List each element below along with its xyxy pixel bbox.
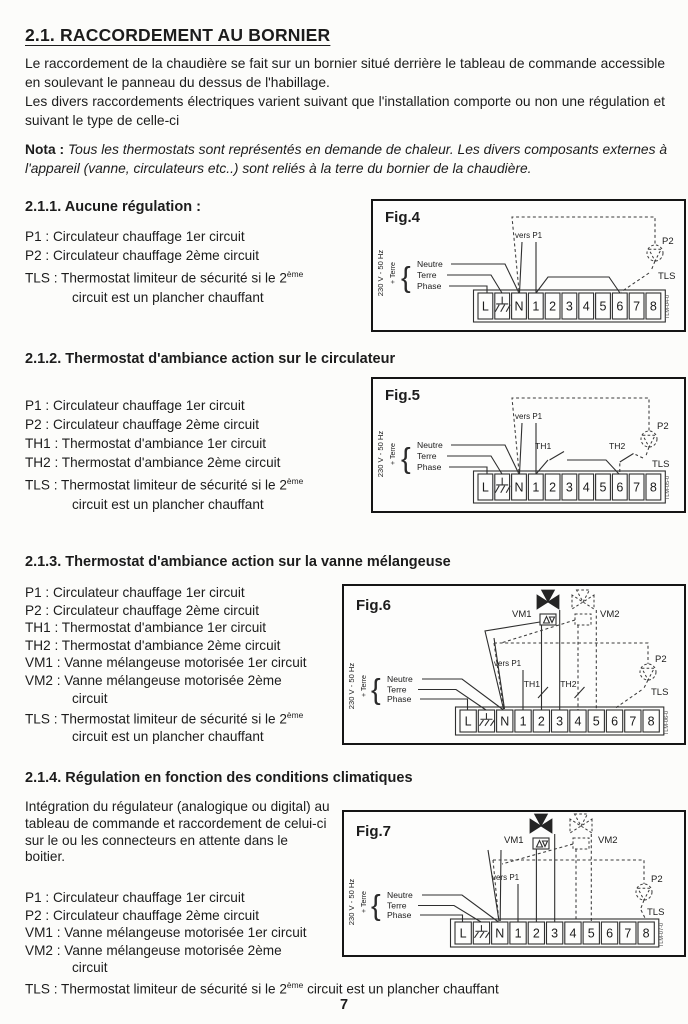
- pump-p2-triangle: [649, 249, 661, 261]
- terminal-label: 7: [633, 480, 641, 495]
- neutre-wire: [451, 445, 519, 474]
- phase-label: Phase: [387, 910, 412, 920]
- terre-label: Terre: [417, 451, 437, 461]
- figure-7-diagram: [344, 812, 684, 955]
- list-item-tls: TLS : Thermostat limiteur de sécurité si le 2ème: [25, 710, 304, 727]
- terminal-label: 3: [565, 480, 573, 495]
- terre-vertical-label: + Terre: [361, 891, 368, 913]
- figure-label: Fig.5: [385, 387, 421, 404]
- earth-ground-icon: [480, 713, 492, 719]
- intro-paragraph-1: Le raccordement de la chaudière se fait sur un bornier situé derrière le tableau de commande accessible en soulevant le panneau du dessus de l'habillage.: [25, 56, 665, 90]
- th1-label: TH1: [535, 441, 552, 451]
- earth-ground-icon: [496, 297, 508, 304]
- earth-ground-icon: [490, 720, 494, 726]
- vm2-actuator-box: [575, 614, 591, 625]
- tls-dashed: [616, 680, 649, 708]
- brace-glyph: {: [401, 262, 411, 294]
- list-item-tls-cont: circuit est un plancher chauffant: [72, 496, 264, 512]
- neutre-label: Neutre: [387, 674, 413, 684]
- earth-ground-icon: [474, 932, 478, 938]
- phase-label: Phase: [387, 694, 412, 704]
- vers-p1-wires: [520, 423, 537, 474]
- earth-ground-icon: [501, 305, 505, 312]
- list-item-p1: P1 : Circulateur chauffage 1er circuit: [25, 890, 245, 905]
- terminal-label: N: [514, 299, 524, 314]
- list-item-p2: P2 : Circulateur chauffage 2ème circuit: [25, 907, 259, 923]
- circuit-1-to-6-wire: [536, 277, 620, 293]
- pump-p2-icon: [640, 664, 656, 680]
- vm1-label: VM1: [504, 835, 524, 846]
- p2-loop-dashed: [512, 398, 649, 472]
- p2-label: P2: [655, 654, 667, 665]
- terminal-label: L: [464, 714, 472, 729]
- brace-glyph: {: [371, 890, 381, 922]
- paragraph-2-1-4: Intégration du régulateur (analogique ou digital) au tableau de commande et raccordement de celui-ci sur le ou les connecteurs en attente dans le boitier.: [25, 799, 330, 865]
- list-2-1-1: [25, 227, 355, 307]
- list-item-p2: P2 : Circulateur chauffage 2ème circuit: [25, 248, 259, 263]
- heading-2-1-2: 2.1.2. Thermostat d'ambiance action sur le circulateur: [25, 351, 396, 367]
- terre-label: Terre: [387, 900, 407, 911]
- earth-ground-icon: [501, 486, 505, 493]
- figure-5-diagram: [373, 379, 684, 511]
- list-item-p1: P1 : Circulateur chauffage 1er circuit: [25, 229, 245, 244]
- phase-wire: [420, 699, 468, 710]
- terminal-strip: [456, 707, 664, 735]
- supply-voltage-label: 230 V - 50 Hz: [376, 430, 385, 478]
- terminal-label: 8: [649, 299, 657, 314]
- list-item-tls-cont: circuit est un plancher chauffant: [72, 729, 264, 745]
- list-2-1-2: [25, 396, 355, 514]
- pump-p2-triangle: [643, 435, 655, 447]
- diagram-code: TLM-05-0: [665, 475, 671, 501]
- figure-4-diagram: [373, 201, 684, 330]
- list-item-th2: TH2 : Thermostat d'ambiance 2ème circuit: [25, 455, 281, 470]
- terminal-label: 3: [565, 299, 573, 314]
- tls-dashed: [641, 900, 646, 920]
- terminal-label: N: [514, 480, 524, 495]
- list-item-vm1: VM1 : Vanne mélangeuse motorisée 1er circuit: [25, 925, 307, 941]
- pump-p2-icon: [641, 431, 657, 447]
- terminal-label: N: [495, 926, 505, 941]
- vers-p1-label: vers P1: [494, 659, 522, 668]
- vm2-valve-icon: [577, 590, 590, 602]
- tls-label: TLS: [651, 687, 669, 698]
- intro-paragraph-2: Les divers raccordements électriques varient suivant que l'installation comporte ou non une régulation et suivant le type de celle-ci: [25, 94, 665, 128]
- heading-2-1-3: 2.1.3. Thermostat d'ambiance action sur la vanne mélangeuse: [25, 554, 451, 570]
- brace-glyph: {: [401, 443, 411, 475]
- vm1-label: VM1: [512, 609, 532, 620]
- figure-label: Fig.7: [356, 823, 392, 840]
- terminal-label: 4: [582, 299, 590, 314]
- terminal-strip: [451, 919, 659, 947]
- tls-dashed: [621, 261, 655, 292]
- vm2-valve-icon: [575, 814, 588, 826]
- figure-4: [371, 199, 686, 332]
- th1-label: TH1: [523, 679, 540, 689]
- tls-label: TLS: [658, 271, 676, 282]
- list-2-1-4: [25, 889, 345, 977]
- vm2-valve-icon: [572, 595, 583, 609]
- vers-p1-wires: [520, 242, 537, 293]
- diagram-code: TLM-07-0: [659, 922, 665, 948]
- terminal-label: 1: [519, 714, 527, 729]
- th2-blade: [620, 454, 634, 463]
- funnel-to-n-wire: [488, 850, 501, 921]
- earth-ground-icon: [480, 932, 484, 938]
- vm2-label: VM2: [598, 835, 618, 846]
- earth-ground-icon: [495, 486, 499, 493]
- terminal-label: 3: [556, 714, 564, 729]
- list-2-1-3: [25, 584, 345, 746]
- terminal-label: 7: [633, 299, 641, 314]
- terre-label: Terre: [387, 684, 407, 695]
- th2-label: TH2: [609, 441, 626, 451]
- vm2-actuator-box: [573, 838, 589, 849]
- terminal-strip: [474, 471, 666, 503]
- list-item-vm2: VM2 : Vanne mélangeuse motorisée 2ème: [25, 672, 282, 688]
- list-item-p2: P2 : Circulateur chauffage 2ème circuit: [25, 417, 259, 432]
- tls-label: TLS: [652, 459, 670, 470]
- vm1-actuator-mark: [550, 617, 555, 623]
- vm1-actuator-mark: [543, 841, 548, 847]
- list-item-p1: P1 : Circulateur chauffage 1er circuit: [25, 398, 245, 413]
- figure-5: [371, 377, 686, 513]
- terminal-label: 6: [616, 480, 624, 495]
- p2-loop-dashed: [512, 217, 655, 291]
- earth-ground-icon: [485, 932, 489, 938]
- p2-label: P2: [651, 874, 663, 885]
- p2-label: P2: [657, 421, 669, 432]
- figure-6: [342, 584, 686, 745]
- list-item-th1: TH1 : Thermostat d'ambiance 1er circuit: [25, 620, 267, 636]
- page-number: 7: [339, 997, 349, 1013]
- th2-label: TH2: [560, 679, 577, 689]
- pump-p2-icon: [636, 884, 652, 900]
- terminal-label: 8: [642, 926, 650, 941]
- page-title: 2.1. RACCORDEMENT AU BORNIER: [25, 24, 331, 45]
- terre-label: Terre: [417, 270, 437, 280]
- list-item-vm1: VM1 : Vanne mélangeuse motorisée 1er circuit: [25, 655, 307, 671]
- supply-voltage-label: 230 V - 50 Hz: [347, 662, 356, 710]
- terminal-label: 7: [629, 714, 637, 729]
- neutre-label: Neutre: [417, 259, 443, 269]
- list-item-vm2-cont: circuit: [72, 690, 108, 706]
- figure-6-diagram: [344, 586, 684, 743]
- phase-label: Phase: [417, 281, 442, 291]
- terminal-label: 2: [537, 714, 545, 729]
- terminal-label: 6: [616, 299, 624, 314]
- nota-block: [25, 140, 667, 178]
- nota-text: Tous les thermostats sont représentés en demande de chaleur. Les divers composants externes à l'appareil (vanne, circulateurs etc..) sont reliés à la terre du bornier de la chaudière.: [25, 142, 667, 176]
- terminal-label: 7: [624, 926, 632, 941]
- vm1-actuator-mark: [537, 841, 543, 848]
- figure-label: Fig.4: [385, 209, 421, 226]
- terminal-label: 1: [514, 926, 522, 941]
- list-item-vm2: VM2 : Vanne mélangeuse motorisée 2ème: [25, 942, 282, 958]
- terminal-label: L: [459, 926, 467, 941]
- vers-p1-label: vers P1: [515, 412, 543, 421]
- terre-vertical-label: + Terre: [390, 443, 397, 465]
- terminal-label: 5: [599, 480, 607, 495]
- vm1-actuator-mark: [544, 617, 550, 624]
- terminal-label: 6: [606, 926, 614, 941]
- p2-loop-dashed: [493, 860, 644, 917]
- list-item-p2: P2 : Circulateur chauffage 2ème circuit: [25, 602, 259, 618]
- phase-label: Phase: [417, 462, 442, 472]
- terminal-label: 8: [649, 480, 657, 495]
- terminal-label: 1: [532, 480, 540, 495]
- terminal-label: 3: [551, 926, 559, 941]
- list-item-th1: TH1 : Thermostat d'ambiance 1er circuit: [25, 436, 267, 451]
- p2-label: P2: [662, 236, 674, 247]
- terminal-label: N: [500, 714, 510, 729]
- list-item-tls: TLS : Thermostat limiteur de sécurité si le 2ème: [25, 269, 304, 286]
- terminal-label: 4: [574, 714, 582, 729]
- earth-ground-icon: [475, 925, 487, 931]
- neutre-label: Neutre: [387, 890, 413, 900]
- tls-full-line: TLS : Thermostat limiteur de sécurité si le 2ème circuit est un plancher chauffant: [25, 980, 499, 997]
- neutre-wire: [422, 895, 499, 922]
- list-item-th2: TH2 : Thermostat d'ambiance 2ème circuit: [25, 637, 281, 653]
- terminal-label: 6: [611, 714, 619, 729]
- terminal-label: 2: [549, 480, 557, 495]
- neutre-wire: [451, 264, 519, 293]
- list-item-tls-cont: circuit est un plancher chauffant: [72, 289, 264, 305]
- brace-glyph: {: [371, 674, 381, 706]
- terminal-label: 2: [549, 299, 557, 314]
- earth-ground-icon: [479, 720, 483, 726]
- vm2-valve-icon: [583, 595, 594, 609]
- tls-label: TLS: [647, 907, 665, 918]
- terminal-label: 5: [599, 299, 607, 314]
- tls-dashed: [636, 447, 650, 458]
- earth-ground-icon: [496, 478, 508, 485]
- neutre-label: Neutre: [417, 440, 443, 450]
- diagram-code: TLM-04-0: [665, 294, 671, 320]
- pump-p2-icon: [647, 245, 663, 261]
- terminal-label: 5: [592, 714, 600, 729]
- vers-p1-label: vers P1: [492, 873, 520, 882]
- terre-vertical-label: + Terre: [361, 675, 368, 697]
- list-item-vm2-cont: circuit: [72, 960, 108, 976]
- terminal-label: 1: [532, 299, 540, 314]
- intro-paragraphs: [25, 54, 665, 130]
- nota-label: Nota :: [25, 142, 65, 157]
- supply-voltage-label: 230 V - 50 Hz: [376, 249, 385, 297]
- figure-7: [342, 810, 686, 957]
- vm2-valve-icon: [570, 819, 581, 833]
- figure-label: Fig.6: [356, 597, 392, 614]
- terminal-label: 5: [587, 926, 595, 941]
- terminal-label: 2: [532, 926, 540, 941]
- terminal-strip: [474, 290, 666, 322]
- vm2-valve-icon: [581, 819, 592, 833]
- list-item-p1: P1 : Circulateur chauffage 1er circuit: [25, 585, 245, 600]
- earth-ground-icon: [495, 305, 499, 312]
- pump-p2-triangle: [638, 888, 650, 900]
- terminal-label: 8: [647, 714, 655, 729]
- terre-vertical-label: + Terre: [390, 262, 397, 284]
- diagram-code: TLM-06-0: [664, 710, 670, 736]
- vers-p1-label: vers P1: [515, 231, 543, 240]
- heading-2-1-4: 2.1.4. Régulation en fonction des conditions climatiques: [25, 770, 413, 786]
- vm2-label: VM2: [600, 609, 620, 620]
- pump-p2-triangle: [642, 668, 654, 680]
- terminal-label: L: [481, 299, 489, 314]
- list-item-tls: TLS : Thermostat limiteur de sécurité si le 2ème: [25, 476, 304, 493]
- terminal-label: 4: [569, 926, 577, 941]
- terminal-label: L: [481, 480, 489, 495]
- terminal-label: 4: [582, 480, 590, 495]
- earth-ground-icon: [485, 720, 489, 726]
- supply-voltage-label: 230 V - 50 Hz: [347, 878, 356, 926]
- heading-2-1-1: 2.1.1. Aucune régulation :: [25, 199, 201, 215]
